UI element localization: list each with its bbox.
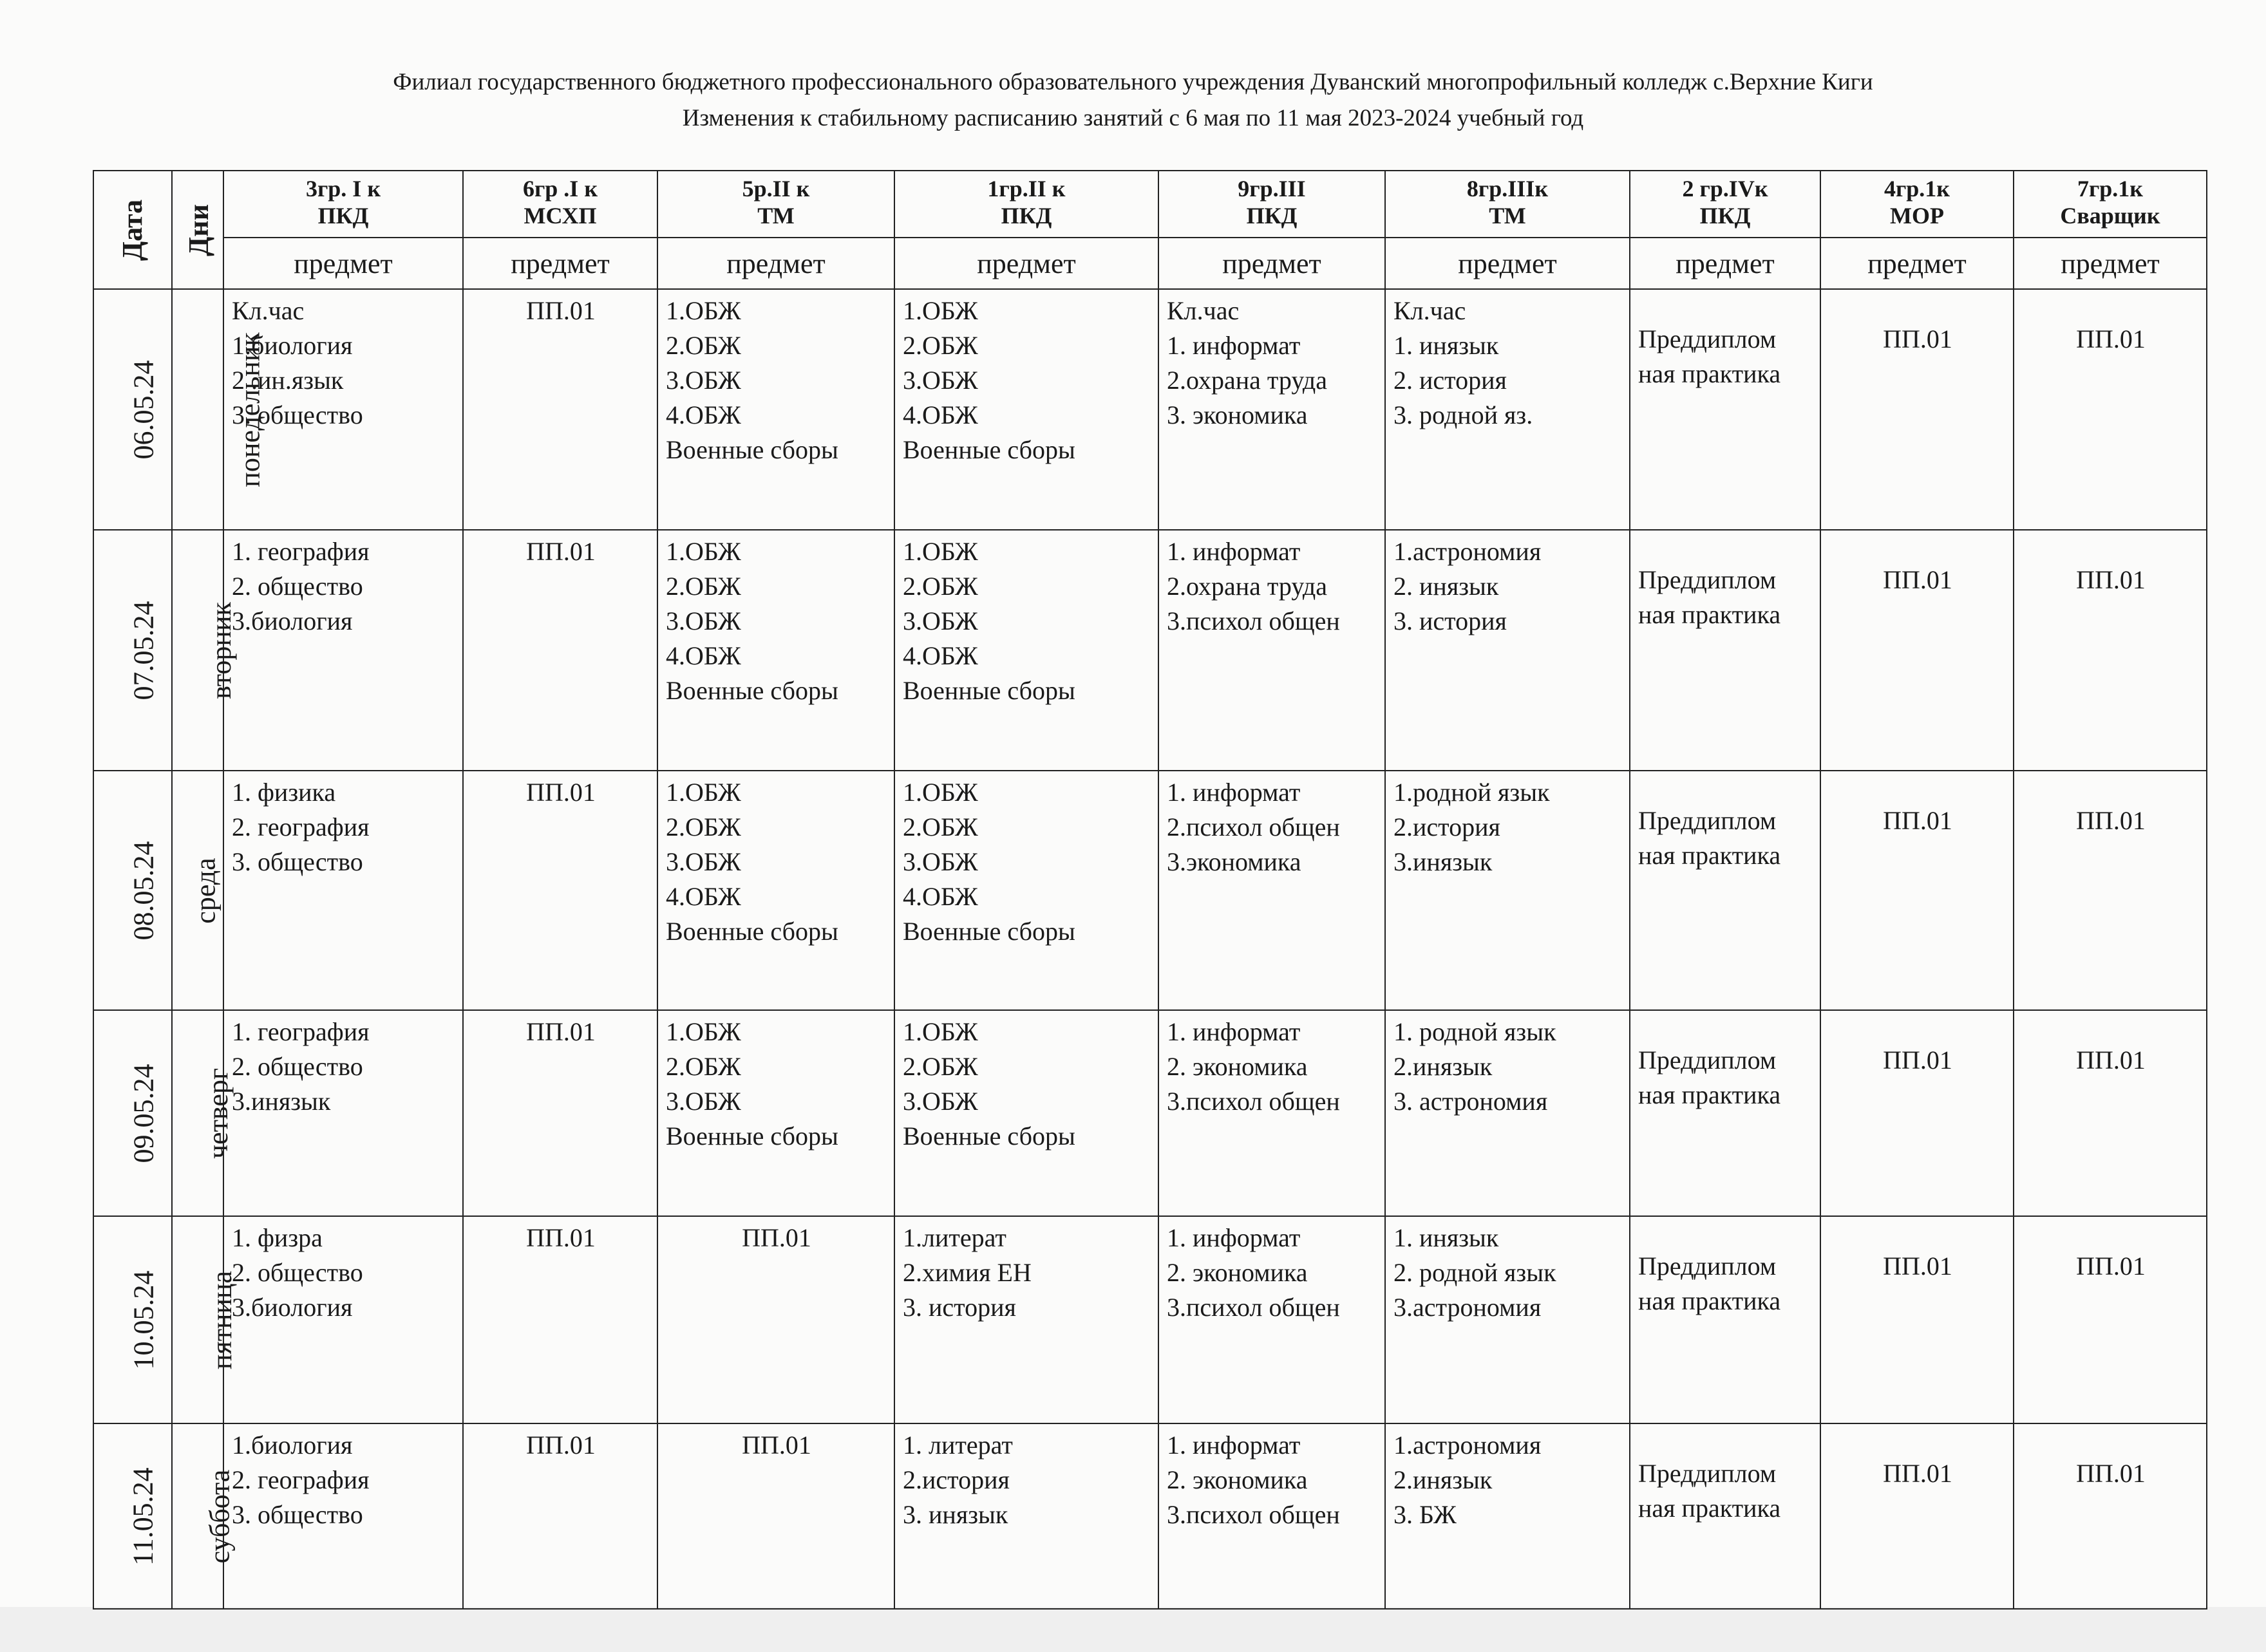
schedule-cell: 1. инязык 2. родной язык 3.астрономия xyxy=(1385,1216,1630,1423)
day-column-header: Дни xyxy=(172,171,223,289)
day-cell: суббота xyxy=(172,1423,223,1609)
schedule-table xyxy=(93,170,2207,1610)
schedule-cell: Преддиплом ная практика xyxy=(1630,771,1820,1010)
subject-label: предмет xyxy=(1385,238,1630,289)
schedule-cell: 1.астрономия 2. инязык 3. история xyxy=(1385,530,1630,771)
schedule-cell: ПП.01 xyxy=(657,1423,894,1609)
date-cell: 08.05.24 xyxy=(93,771,172,1010)
subject-label: предмет xyxy=(463,238,657,289)
schedule-cell: 1. география 2. общество 3.биология xyxy=(223,530,463,771)
schedule-cell: 1.ОБЖ 2.ОБЖ 3.ОБЖ 4.ОБЖ Военные сборы xyxy=(894,289,1158,530)
schedule-cell: ПП.01 xyxy=(1820,530,2014,771)
schedule-cell: 1.ОБЖ 2.ОБЖ 3.ОБЖ 4.ОБЖ Военные сборы xyxy=(657,289,894,530)
schedule-cell: ПП.01 xyxy=(2014,771,2207,1010)
subject-label: предмет xyxy=(2014,238,2207,289)
schedule-cell: 1. родной язык 2.инязык 3. астрономия xyxy=(1385,1010,1630,1216)
schedule-cell: 1. информат 2.охрана труда 3.психол общен xyxy=(1158,530,1385,771)
group-header: 7гр.1к Сварщик xyxy=(2014,171,2207,238)
subject-label: предмет xyxy=(223,238,463,289)
table-row xyxy=(93,1010,2207,1216)
schedule-cell: 1.астрономия 2.инязык 3. БЖ xyxy=(1385,1423,1630,1609)
table-row xyxy=(93,530,2207,771)
schedule-cell: Преддиплом ная практика xyxy=(1630,530,1820,771)
schedule-cell: 1. информат 2. экономика 3.психол общен xyxy=(1158,1423,1385,1609)
schedule-cell: 1. физра 2. общество 3.биология xyxy=(223,1216,463,1423)
group-header: 3гр. I к ПКД xyxy=(223,171,463,238)
schedule-cell: ПП.01 xyxy=(1820,771,2014,1010)
schedule-cell: 1. география 2. общество 3.инязык xyxy=(223,1010,463,1216)
date-column-header: Дата xyxy=(93,171,172,289)
date-cell: 07.05.24 xyxy=(93,530,172,771)
group-header: 1гр.II к ПКД xyxy=(894,171,1158,238)
day-cell: среда xyxy=(172,771,223,1010)
group-header: 4гр.1к МОР xyxy=(1820,171,2014,238)
institution-title: Филиал государственного бюджетного профессионального образовательного учреждения Дуванский многопрофильный колледж с.Верхние Киги xyxy=(393,69,1873,95)
date-cell: 10.05.24 xyxy=(93,1216,172,1423)
schedule-cell: Преддиплом ная практика xyxy=(1630,1216,1820,1423)
schedule-cell: ПП.01 xyxy=(2014,1216,2207,1423)
schedule-cell: Кл.час 1. информат 2.охрана труда 3. экономика xyxy=(1158,289,1385,530)
schedule-subtitle: Изменения к стабильному расписанию занятий с 6 мая по 11 мая 2023-2024 учебный год xyxy=(682,105,1584,131)
schedule-cell: ПП.01 xyxy=(1820,1010,2014,1216)
schedule-cell: 1. литерат 2.история 3. инязык xyxy=(894,1423,1158,1609)
schedule-cell: ПП.01 xyxy=(463,1423,657,1609)
schedule-cell: 1.биология 2. география 3. общество xyxy=(223,1423,463,1609)
schedule-cell: ПП.01 xyxy=(657,1216,894,1423)
schedule-cell: ПП.01 xyxy=(1820,1216,2014,1423)
schedule-cell: 1.литерат 2.химия ЕН 3. история xyxy=(894,1216,1158,1423)
date-cell: 11.05.24 xyxy=(93,1423,172,1609)
schedule-cell: 1.ОБЖ 2.ОБЖ 3.ОБЖ 4.ОБЖ Военные сборы xyxy=(894,530,1158,771)
group-header: 5р.II к ТМ xyxy=(657,171,894,238)
schedule-cell: Кл.час 1.биология 2 .ин.язык 3. общество xyxy=(223,289,463,530)
schedule-cell: ПП.01 xyxy=(463,1216,657,1423)
schedule-cell: Кл.час 1. инязык 2. история 3. родной яз. xyxy=(1385,289,1630,530)
table-row xyxy=(93,1216,2207,1423)
subject-label: предмет xyxy=(894,238,1158,289)
schedule-cell: Преддиплом ная практика xyxy=(1630,289,1820,530)
schedule-cell: 1.ОБЖ 2.ОБЖ 3.ОБЖ 4.ОБЖ Военные сборы xyxy=(894,771,1158,1010)
schedule-cell: 1. информат 2.психол общен 3.экономика xyxy=(1158,771,1385,1010)
schedule-cell: ПП.01 xyxy=(1820,289,2014,530)
schedule-cell: ПП.01 xyxy=(2014,530,2207,771)
schedule-cell: Преддиплом ная практика xyxy=(1630,1010,1820,1216)
group-header: 9гр.III ПКД xyxy=(1158,171,1385,238)
schedule-cell: 1.ОБЖ 2.ОБЖ 3.ОБЖ Военные сборы xyxy=(657,1010,894,1216)
group-header-row xyxy=(93,171,2207,238)
group-header: 8гр.IIIк ТМ xyxy=(1385,171,1630,238)
schedule-cell: ПП.01 xyxy=(463,530,657,771)
day-cell: понедельник xyxy=(172,289,223,530)
schedule-cell: 1.ОБЖ 2.ОБЖ 3.ОБЖ 4.ОБЖ Военные сборы xyxy=(657,771,894,1010)
schedule-cell: 1. физика 2. география 3. общество xyxy=(223,771,463,1010)
subject-label: предмет xyxy=(1820,238,2014,289)
schedule-cell: 1.ОБЖ 2.ОБЖ 3.ОБЖ 4.ОБЖ Военные сборы xyxy=(657,530,894,771)
subject-label: предмет xyxy=(657,238,894,289)
schedule-cell: ПП.01 xyxy=(463,771,657,1010)
date-cell: 09.05.24 xyxy=(93,1010,172,1216)
day-cell: четверг xyxy=(172,1010,223,1216)
group-header: 2 гр.IVк ПКД xyxy=(1630,171,1820,238)
schedule-cell: ПП.01 xyxy=(463,289,657,530)
schedule-cell: 1. информат 2. экономика 3.психол общен xyxy=(1158,1216,1385,1423)
group-header: 6гр .I к МСХП xyxy=(463,171,657,238)
table-row xyxy=(93,771,2207,1010)
document-header xyxy=(0,64,2266,136)
schedule-cell: ПП.01 xyxy=(2014,1010,2207,1216)
subject-label-row xyxy=(93,238,2207,289)
subject-label: предмет xyxy=(1158,238,1385,289)
table-row xyxy=(93,1423,2207,1609)
schedule-cell: 1. информат 2. экономика 3.психол общен xyxy=(1158,1010,1385,1216)
schedule-cell: ПП.01 xyxy=(2014,1423,2207,1609)
date-cell: 06.05.24 xyxy=(93,289,172,530)
schedule-cell: ПП.01 xyxy=(2014,289,2207,530)
schedule-cell: 1.ОБЖ 2.ОБЖ 3.ОБЖ Военные сборы xyxy=(894,1010,1158,1216)
schedule-cell: ПП.01 xyxy=(1820,1423,2014,1609)
day-cell: вторник xyxy=(172,530,223,771)
subject-label: предмет xyxy=(1630,238,1820,289)
schedule-cell: ПП.01 xyxy=(463,1010,657,1216)
schedule-cell: Преддиплом ная практика xyxy=(1630,1423,1820,1609)
table-row xyxy=(93,289,2207,530)
day-cell: пятница xyxy=(172,1216,223,1423)
paper-edge xyxy=(0,1607,2266,1652)
schedule-cell: 1.родной язык 2.история 3.инязык xyxy=(1385,771,1630,1010)
